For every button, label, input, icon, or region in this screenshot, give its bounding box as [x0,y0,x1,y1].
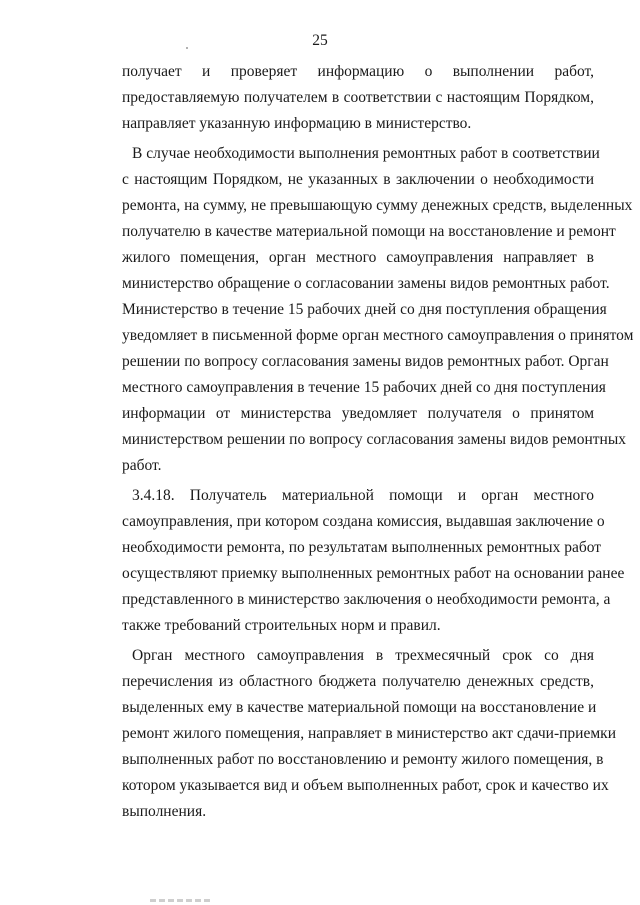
page-number: 25 [312,32,328,49]
text-line: также требований строительных норм и правил. [122,617,441,634]
text-line: выполнения. [122,803,207,820]
text-line: перечисления из областного бюджета получателю денежных средств, [122,673,594,690]
text-line: работ. [122,457,162,474]
text-line: осуществляют приемку выполненных ремонтных работ на основании ранее [122,565,625,582]
text-line: жилого помещения, орган местного самоуправления направляет в [122,249,594,266]
text-line: министерством решении по вопросу согласования замены видов ремонтных [122,431,627,448]
text-line: 3.4.18. Получатель материальной помощи и орган местного [132,487,594,504]
text-line: с настоящим Порядком, не указанных в заключении о необходимости [122,171,594,188]
text-line: котором указывается вид и объем выполненных работ, срок и качество их [122,777,609,794]
text-line: направляет указанную информацию в министерство. [122,115,472,132]
text-line: В случае необходимости выполнения ремонтных работ в соответствии [132,145,600,162]
text-line: предоставляемую получателем в соответствии с настоящим Порядком, [122,89,594,106]
text-line: выполненных работ по восстановлению и ремонту жилого помещения, в [122,751,604,768]
text-line: решении по вопросу согласования замены видов ремонтных работ. Орган [122,353,609,370]
text-line: Орган местного самоуправления в трехмесячный срок со дня [132,647,594,664]
text-line: информации от министерства уведомляет получателя о принятом [122,405,594,422]
text-line: выделенных ему в качестве материальной помощи на восстановление и [122,699,597,716]
text-line: получает и проверяет информацию о выполнении работ, [122,63,594,80]
text-line: местного самоуправления в течение 15 рабочих дней со дня поступления [122,379,606,396]
text-line: Министерство в течение 15 рабочих дней со дня поступления обращения [122,301,607,318]
text-line: ремонт жилого помещения, направляет в министерство акт сдачи-приемки [122,725,616,742]
text-line: самоуправления, при котором создана комиссия, выдавшая заключение о [122,513,605,530]
scan-speck [186,47,188,49]
text-line: получателю в качестве материальной помощи на восстановление и ремонт [122,223,616,240]
text-line: министерство обращение о согласовании замены видов ремонтных работ. [122,275,610,292]
text-line: уведомляет в письменной форме орган местного самоуправления о принятом [122,327,634,344]
scan-edge-mark [150,899,210,902]
text-line: представленного в министерство заключения о необходимости ремонта, а [122,591,611,608]
text-line: ремонта, на сумму, не превышающую сумму денежных средств, выделенных [122,197,633,214]
text-line: необходимости ремонта, по результатам выполненных ремонтных работ [122,539,602,556]
